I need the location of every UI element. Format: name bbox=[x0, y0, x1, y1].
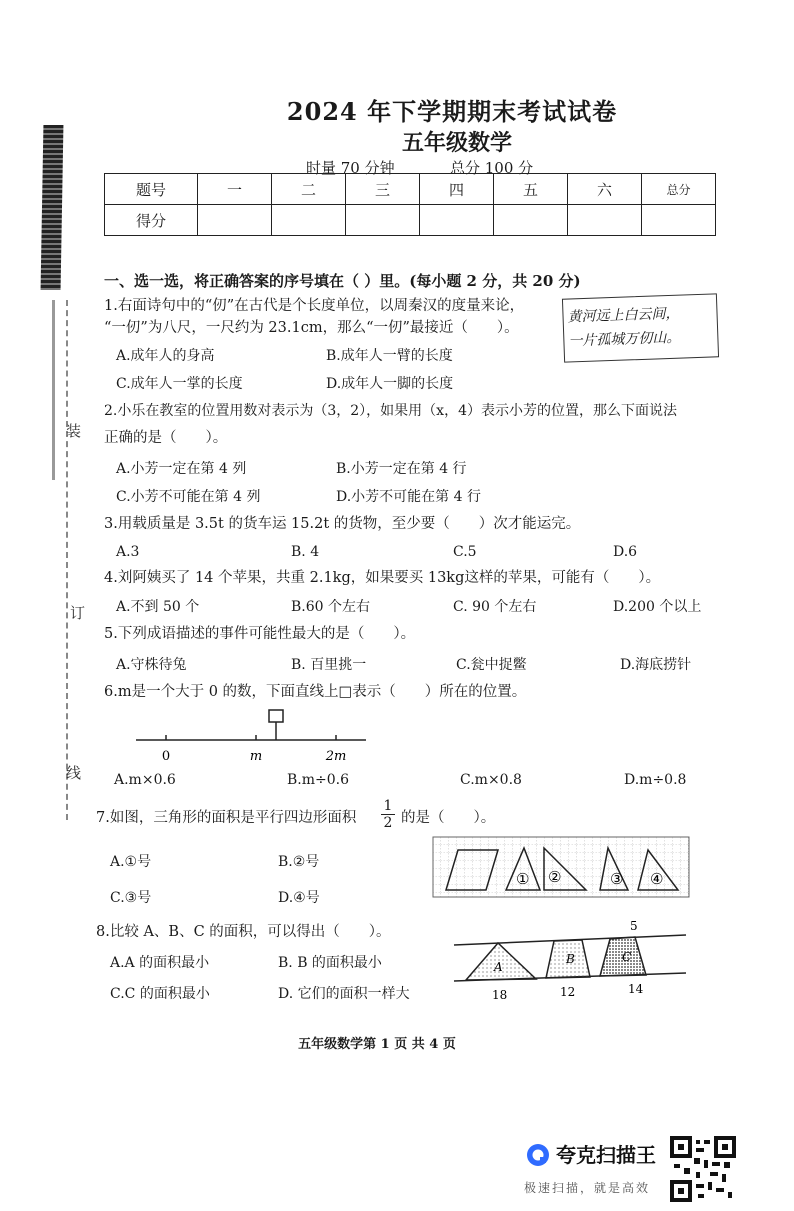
q3-option-c[interactable]: C.5 bbox=[453, 544, 477, 560]
q3-option-b[interactable]: B. 4 bbox=[291, 544, 320, 560]
grid-background bbox=[433, 837, 689, 897]
poem-box bbox=[562, 293, 719, 362]
exam-subtitle: 五年级数学 bbox=[401, 130, 512, 156]
exam-title: 2024 年下学期期末考试试卷 bbox=[286, 97, 618, 126]
q6-option-c[interactable]: C.m×0.8 bbox=[460, 772, 522, 788]
q5-line1: 5.下列成语描述的事件可能性最大的是（ ）。 bbox=[104, 626, 416, 642]
q1-line1: 1.右面诗句中的“仞”在古代是个长度单位，以周秦汉的度量来论， bbox=[104, 298, 525, 314]
score-cell[interactable] bbox=[272, 205, 346, 236]
scanner-brand: 夸克扫描王 bbox=[556, 1143, 656, 1167]
q5-option-c[interactable]: C.瓮中捉鳖 bbox=[456, 657, 527, 673]
q6-option-d[interactable]: D.m÷0.8 bbox=[624, 772, 687, 788]
score-table-head-score: 得分 bbox=[105, 205, 198, 236]
shape-label-c: C bbox=[622, 950, 632, 964]
section-1-heading: 一、选一选，将正确答案的序号填在（ ）里。(每小题 2 分，共 20 分) bbox=[104, 272, 581, 290]
q7-fraction bbox=[381, 798, 395, 831]
score-cell[interactable] bbox=[346, 205, 420, 236]
q7-option-b[interactable]: B.②号 bbox=[278, 854, 320, 870]
fraction-numerator: 1 bbox=[381, 798, 395, 815]
label-3: ③ bbox=[610, 870, 624, 888]
q6-option-b[interactable]: B.m÷0.6 bbox=[287, 772, 350, 788]
label-1: ① bbox=[516, 870, 530, 888]
q1-option-c[interactable]: C.成年人一掌的长度 bbox=[116, 376, 243, 392]
score-col-total: 总分 bbox=[642, 174, 716, 205]
binding-dashed-line bbox=[66, 300, 68, 820]
q4-option-b[interactable]: B.60 个左右 bbox=[291, 599, 371, 615]
score-cell[interactable] bbox=[494, 205, 568, 236]
q4-option-d[interactable]: D.200 个以上 bbox=[613, 599, 702, 615]
qr-code-icon bbox=[670, 1136, 736, 1202]
q1-option-b[interactable]: B.成年人一臂的长度 bbox=[326, 348, 453, 364]
q7-option-a[interactable]: A.①号 bbox=[110, 854, 152, 870]
number-line-figure bbox=[130, 708, 380, 768]
score-cell[interactable] bbox=[198, 205, 272, 236]
score-cell[interactable] bbox=[420, 205, 494, 236]
q2-option-b[interactable]: B.小芳一定在第 4 行 bbox=[336, 461, 467, 477]
label-4: ④ bbox=[650, 870, 664, 888]
scanner-slogan: 极速扫描，就是高效 bbox=[524, 1181, 651, 1195]
binding-label-ding: 订 bbox=[70, 604, 86, 622]
q8-option-a[interactable]: A.A 的面积最小 bbox=[110, 955, 210, 971]
poem-line2: 一片孤城万仞山。 bbox=[568, 329, 681, 350]
shape-label-b: B bbox=[566, 952, 575, 966]
q1-line2: “一仞”为八尺，一尺约为 23.1cm，那么“一仞”最接近（ ）。 bbox=[104, 320, 519, 336]
time-limit: 时量 70 分钟 bbox=[306, 159, 395, 177]
q7-option-d[interactable]: D.④号 bbox=[278, 890, 320, 906]
tick-label-0: 0 bbox=[161, 749, 171, 764]
q2-option-c[interactable]: C.小芳不可能在第 4 列 bbox=[116, 489, 261, 505]
q8-option-c[interactable]: C.C 的面积最小 bbox=[110, 986, 210, 1002]
poem-line1: 黄河远上白云间， bbox=[567, 305, 680, 326]
quark-logo-icon bbox=[526, 1143, 550, 1167]
base-label-14: 14 bbox=[628, 982, 644, 996]
tick-label-m: m bbox=[249, 749, 263, 764]
grid-figure bbox=[432, 836, 690, 900]
total-score: 总分 100 分 bbox=[450, 159, 534, 177]
q4-option-c[interactable]: C. 90 个左右 bbox=[453, 599, 537, 615]
q1-option-d[interactable]: D.成年人一脚的长度 bbox=[326, 376, 454, 392]
top-label-5: 5 bbox=[630, 919, 638, 933]
q8-line1: 8.比较 A、B、C 的面积，可以得出（ ）。 bbox=[96, 924, 391, 940]
score-table-head-number: 题号 bbox=[105, 174, 198, 205]
unknown-box bbox=[269, 710, 283, 722]
tick-label-2m: 2m bbox=[325, 749, 347, 764]
q5-option-d[interactable]: D.海底捞针 bbox=[620, 657, 692, 673]
label-2: ② bbox=[548, 868, 562, 886]
page-footer: 五年级数学第 1 页 共 4 页 bbox=[298, 1037, 456, 1052]
score-col-5: 五 bbox=[494, 174, 568, 205]
q7-line1-end: 的是（ ）。 bbox=[401, 810, 496, 826]
q2-option-d[interactable]: D.小芳不可能在第 4 行 bbox=[336, 489, 481, 505]
binding-line bbox=[52, 300, 55, 480]
q3-line1: 3.用载质量是 3.5t 的货车运 15.2t 的货物，至少要（ ）次才能运完。 bbox=[104, 516, 581, 532]
score-col-6: 六 bbox=[568, 174, 642, 205]
q7-line1: 7.如图，三角形的面积是平行四边形面积 bbox=[96, 810, 357, 826]
q5-option-b[interactable]: B. 百里挑一 bbox=[291, 657, 367, 673]
q8-option-d[interactable]: D. 它们的面积一样大 bbox=[278, 986, 410, 1002]
q6-option-a[interactable]: A.m×0.6 bbox=[114, 772, 176, 788]
score-col-2: 二 bbox=[272, 174, 346, 205]
score-table bbox=[104, 173, 716, 236]
fraction-denominator: 2 bbox=[383, 815, 393, 831]
q1-option-a[interactable]: A.成年人的身高 bbox=[116, 348, 215, 364]
q4-line1: 4.刘阿姨买了 14 个苹果，共重 2.1kg，如果要买 13kg这样的苹果，可能有（ ）。 bbox=[104, 570, 661, 586]
score-col-3: 三 bbox=[346, 174, 420, 205]
q5-option-a[interactable]: A.守株待兔 bbox=[116, 657, 187, 673]
q8-option-b[interactable]: B. B 的面积最小 bbox=[278, 955, 382, 971]
score-table-row-score bbox=[105, 205, 716, 236]
q7-option-c[interactable]: C.③号 bbox=[110, 890, 152, 906]
q3-option-a[interactable]: A.3 bbox=[116, 544, 140, 560]
score-cell[interactable] bbox=[568, 205, 642, 236]
binding-label-zhuang: 装 bbox=[66, 422, 82, 440]
q2-line2: 正确的是（ ）。 bbox=[104, 430, 228, 446]
score-table-row-number bbox=[105, 174, 716, 205]
parallel-lines-figure bbox=[450, 915, 690, 1005]
score-col-4: 四 bbox=[420, 174, 494, 205]
shape-label-a: A bbox=[494, 960, 503, 974]
binding-label-xian: 线 bbox=[66, 764, 82, 782]
base-label-12: 12 bbox=[560, 985, 576, 999]
q2-option-a[interactable]: A.小芳一定在第 4 列 bbox=[116, 461, 247, 477]
base-label-18: 18 bbox=[492, 988, 508, 1002]
score-col-1: 一 bbox=[198, 174, 272, 205]
q2-line1: 2.小乐在教室的位置用数对表示为（3，2），如果用（x，4）表示小芳的位置，那么下面说法 bbox=[104, 403, 677, 419]
q3-option-d[interactable]: D.6 bbox=[613, 544, 638, 560]
score-cell[interactable] bbox=[642, 205, 716, 236]
q4-option-a[interactable]: A.不到 50 个 bbox=[116, 599, 200, 615]
q6-line1: 6.m是一个大于 0 的数，下面直线上□表示（ ）所在的位置。 bbox=[104, 684, 527, 700]
